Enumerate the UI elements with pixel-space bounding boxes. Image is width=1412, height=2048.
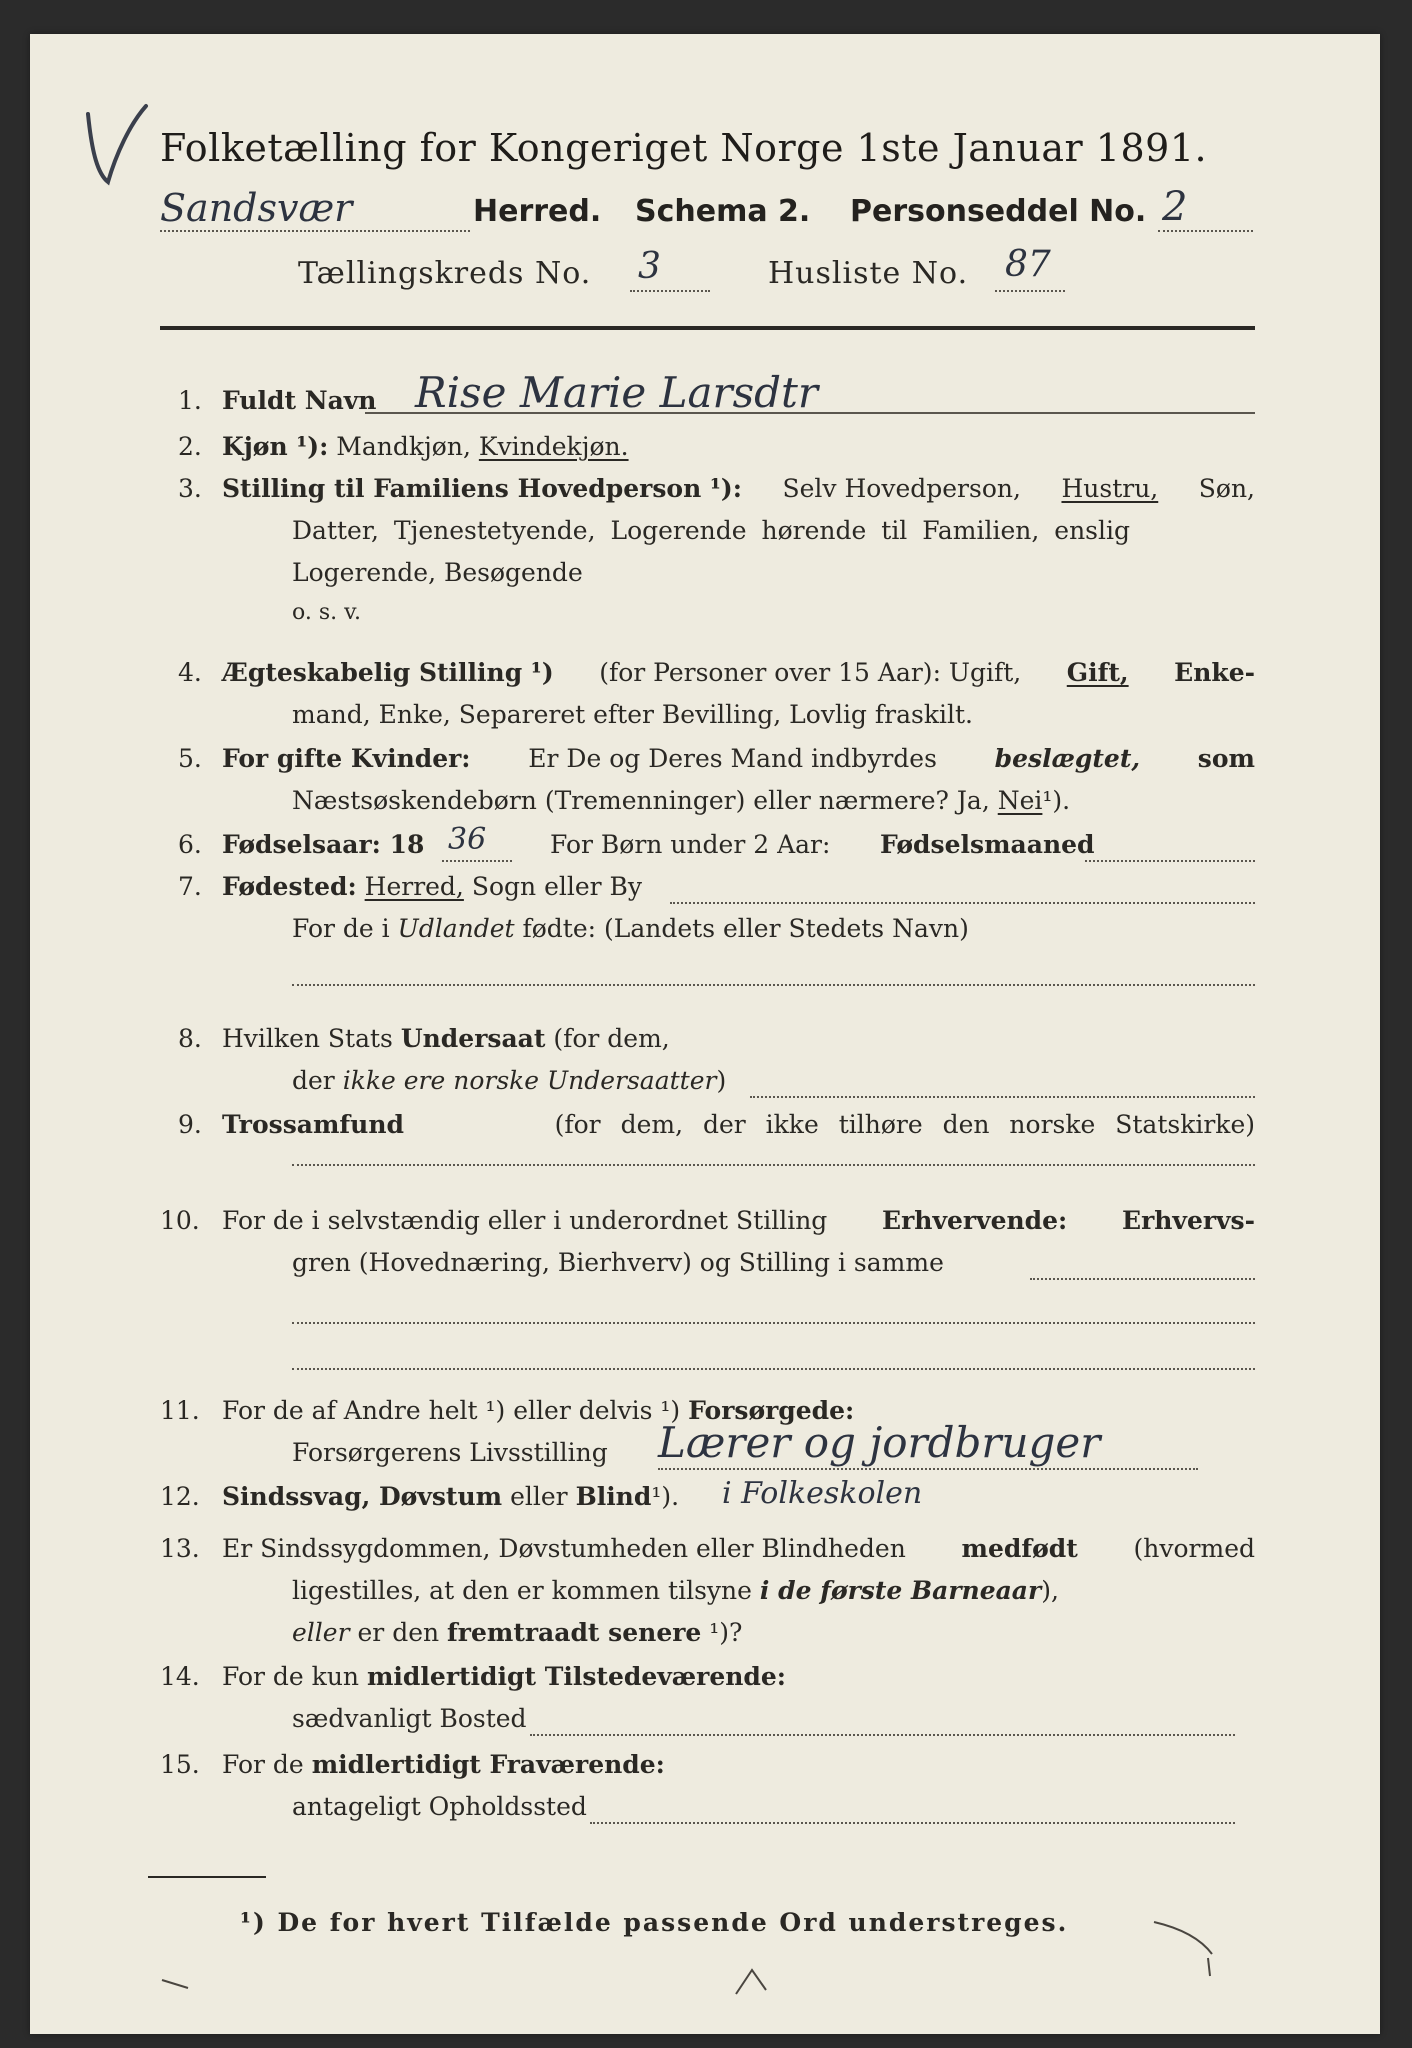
q4-line1	[222, 658, 1255, 687]
q10-bold2: Erhvervs-	[1122, 1206, 1255, 1235]
q11-line2: Forsørgerens Livsstilling	[292, 1438, 608, 1467]
q12-bold2: Blind	[575, 1482, 652, 1511]
q5-som: som	[1197, 744, 1255, 773]
item-number: 1.	[178, 386, 202, 415]
q13-line3	[292, 1618, 742, 1647]
footnote: ¹) De for hvert Tilfælde passende Ord understreges.	[240, 1908, 1069, 1937]
q13-line3c: fremtraadt senere	[447, 1618, 702, 1647]
q13-end: (hvormed	[1133, 1534, 1255, 1563]
q8-line2	[292, 1066, 726, 1095]
q7-label: Fødested:	[222, 872, 357, 901]
herred-label: Herred.	[473, 194, 602, 229]
personseddel-label: Personseddel No.	[850, 194, 1147, 229]
husliste-value: 87	[1005, 244, 1051, 285]
disability-note-value: i Folkeskolen	[722, 1476, 923, 1511]
q5-line1	[222, 744, 1255, 773]
item-number: 7.	[178, 872, 202, 901]
q8-line2c: )	[716, 1066, 727, 1095]
q5-beslaegtet: beslægtet,	[994, 744, 1141, 773]
q14-text: For de kun	[222, 1662, 360, 1691]
q12-bold: Sindssvag, Døvstum	[222, 1482, 503, 1511]
q4-option-enke: Enke-	[1174, 658, 1255, 687]
q2-option-female: Kvindekjøn.	[478, 432, 629, 461]
q5-label: For gifte Kvinder:	[222, 744, 471, 773]
q6-label2: Fødselsmaaned	[880, 830, 1095, 859]
birth-year-value: 36	[448, 822, 487, 857]
q4-line2: mand, Enke, Separeret efter Bevilling, Lovlig fraskilt.	[292, 700, 973, 729]
q3-option-hustru: Hustru,	[1061, 474, 1159, 503]
provider-occupation-value: Lærer og jordbruger	[658, 1418, 1101, 1467]
header-divider	[160, 326, 1255, 330]
q4-option-gift: Gift,	[1066, 658, 1129, 687]
q5-line2-text: Næstsøskendebørn (Tremenninger) eller nærmere? Ja,	[292, 786, 990, 815]
item-number: 11.	[160, 1396, 200, 1425]
q9-text: (for dem, der ikke tilhøre den norske Statskirke)	[554, 1110, 1255, 1139]
item-number: 15.	[160, 1750, 200, 1779]
q14-line2: sædvanligt Bosted	[292, 1704, 527, 1733]
q3-option-self: Selv Hovedperson,	[782, 474, 1021, 503]
q5-text: Er De og Deres Mand indbyrdes	[528, 744, 937, 773]
item-number: 5.	[178, 744, 202, 773]
item-number: 9.	[178, 1110, 202, 1139]
item-number: 12.	[160, 1482, 200, 1511]
q14-line1	[222, 1662, 786, 1691]
q3-label: Stilling til Familiens Hovedperson ¹):	[222, 474, 742, 503]
kreds-value: 3	[638, 246, 661, 287]
item-number: 6.	[178, 830, 202, 859]
item-number: 14.	[160, 1662, 200, 1691]
q8-bold: Undersaat	[400, 1024, 546, 1053]
full-name-value: Rise Marie Larsdtr	[415, 368, 818, 417]
q13-line3b: er den	[357, 1618, 440, 1647]
q14-bold: midlertidigt Tilstedeværende:	[366, 1662, 787, 1691]
q12-text: eller	[510, 1482, 568, 1511]
q13-bold: medfødt	[961, 1534, 1078, 1563]
item-number: 2.	[178, 432, 202, 461]
q7-line2a: For de i	[292, 914, 390, 943]
q6-label: Fødselsaar: 18	[222, 830, 425, 859]
q10-text: For de i selvstændig eller i underordnet Stilling	[222, 1206, 828, 1235]
item-number: 4.	[178, 658, 202, 687]
q15-line1	[222, 1750, 665, 1779]
husliste-label: Husliste No.	[768, 256, 969, 291]
item-number: 8.	[178, 1024, 202, 1053]
q2-option-male: Mandkjøn,	[336, 432, 471, 461]
pencil-mark-icon	[730, 1960, 790, 2000]
form-title: Folketælling for Kongeriget Norge 1ste Januar 1891.	[160, 126, 1208, 170]
schema-label: Schema 2.	[635, 194, 811, 229]
q10-line1	[222, 1206, 1255, 1235]
q4-text: (for Personer over 15 Aar): Ugift,	[599, 658, 1022, 687]
q3-line2: Datter, Tjenestetyende, Logerende hørende til Familien, enslig	[292, 516, 1131, 545]
q13-line2b: i de første Barneaar	[759, 1576, 1042, 1605]
q7-line1	[222, 872, 642, 901]
pencil-mark-icon	[1150, 1914, 1240, 1984]
q1-label: Fuldt Navn	[222, 386, 377, 415]
q3-line3: Logerende, Besøgende	[292, 558, 583, 587]
herred-value: Sandsvær	[160, 186, 353, 230]
kreds-label: Tællingskreds No.	[298, 256, 592, 291]
q13-line2	[292, 1576, 1059, 1605]
q13-line2a: ligestilles, at den er kommen tilsyne	[292, 1576, 752, 1605]
q6-text: For Børn under 2 Aar:	[550, 830, 831, 859]
item-number: 10.	[160, 1206, 200, 1235]
q8-line1	[222, 1024, 670, 1053]
pencil-mark-icon	[158, 1966, 198, 1996]
q13-text: Er Sindssygdommen, Døvstumheden eller Blindheden	[222, 1534, 906, 1563]
q12-end: ¹).	[651, 1482, 680, 1511]
q8-line2b: ikke ere norske Undersaatter	[342, 1066, 717, 1095]
check-mark-icon	[80, 94, 150, 194]
personseddel-value: 2	[1162, 184, 1188, 230]
q13-line2c: ),	[1041, 1576, 1059, 1605]
q5-option-nei: Nei	[997, 786, 1043, 815]
q15-text: For de	[222, 1750, 304, 1779]
q15-bold: midlertidigt Fraværende:	[311, 1750, 665, 1779]
q11-bold: Forsørgede:	[688, 1396, 855, 1425]
q4-label: Ægteskabelig Stilling ¹)	[222, 658, 554, 687]
q7-option-herred: Herred,	[364, 872, 464, 901]
q10-line2: gren (Hovednæring, Bierhverv) og Stilling i samme	[292, 1248, 944, 1277]
q11-text: For de af Andre helt ¹) eller delvis ¹)	[222, 1396, 681, 1425]
q15-line2: antageligt Opholdssted	[292, 1792, 587, 1821]
item-number: 3.	[178, 474, 202, 503]
q2-line	[222, 432, 629, 461]
q12-line1	[222, 1482, 679, 1511]
q3-line1	[222, 474, 1255, 503]
q3-line4: o. s. v.	[292, 600, 361, 625]
q7-line2b: Udlandet	[397, 914, 515, 943]
q9-bold: Trossamfund	[222, 1110, 405, 1139]
q3-option-son: Søn,	[1198, 474, 1255, 503]
q7-line2	[292, 914, 969, 943]
q13-line3a: eller	[292, 1618, 350, 1647]
q7-text: Sogn eller By	[471, 872, 643, 901]
q2-label: Kjøn ¹):	[222, 432, 329, 461]
q8-line2a: der	[292, 1066, 335, 1095]
q7-line2c: fødte: (Landets eller Stedets Navn)	[522, 914, 969, 943]
footnote-divider	[148, 1876, 266, 1878]
q9-line1	[222, 1110, 1255, 1139]
item-number: 13.	[160, 1534, 200, 1563]
q13-line3d: ¹)?	[709, 1618, 743, 1647]
q5-end: ¹).	[1042, 786, 1071, 815]
q10-bold: Erhvervende:	[882, 1206, 1068, 1235]
q5-line2	[292, 786, 1070, 815]
q8-text: Hvilken Stats	[222, 1024, 393, 1053]
q13-line1	[222, 1534, 1255, 1563]
q8-rest: (for dem,	[553, 1024, 670, 1053]
census-form-sheet	[30, 34, 1380, 2034]
